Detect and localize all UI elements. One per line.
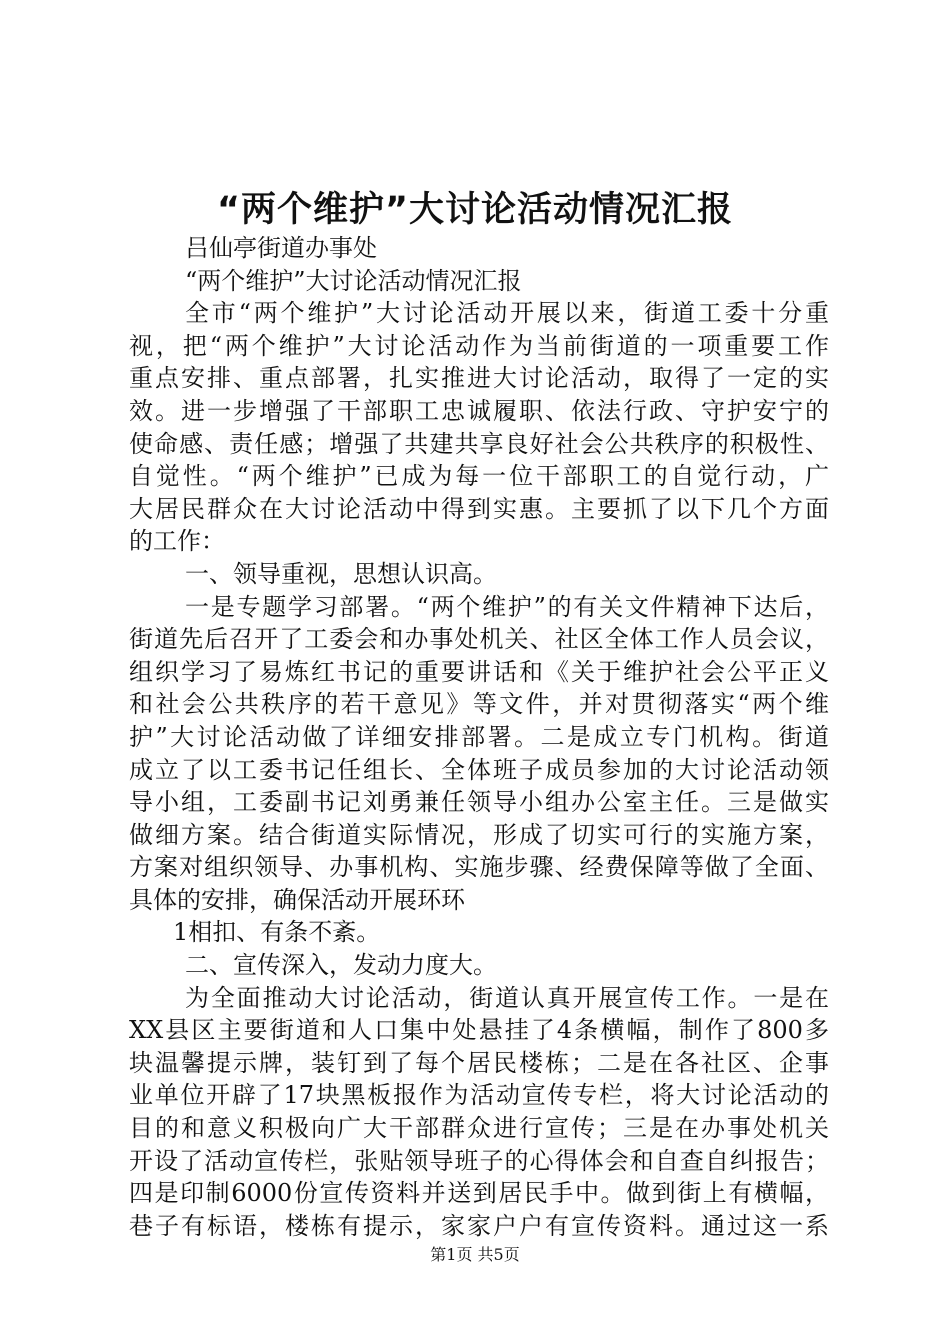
body-line: 一是专题学习部署。“两个维护”的有关文件精神下达后， <box>185 592 829 621</box>
body-line: 组织学习了易炼红书记的重要讲话和《关于维护社会公平正义 <box>129 657 829 686</box>
body-line: 业单位开辟了17块黑板报作为活动宣传专栏，将大讨论活动的 <box>129 1081 829 1110</box>
body-line: 四是印制6000份宣传资料并送到居民手中。做到街上有横幅， <box>129 1179 829 1208</box>
body-line: 二、宣传深入，发动力度大。 <box>185 951 497 980</box>
body-line: 重点安排、重点部署，扎实推进大讨论活动，取得了一定的实 <box>129 364 829 393</box>
body-line: 自觉性。“两个维护”已成为每一位干部职工的自觉行动，广 <box>129 462 829 491</box>
body-line: 块温馨提示牌，装钉到了每个居民楼栋；二是在各社区、企事 <box>129 1048 829 1077</box>
body-line: 巷子有标语，楼栋有提示，家家户户有宣传资料。通过这一系 <box>129 1211 829 1240</box>
body-line: 做细方案。结合街道实际情况，形成了切实可行的实施方案， <box>129 820 829 849</box>
body-line: XX县区主要街道和人口集中处悬挂了4条横幅，制作了800多 <box>129 1016 829 1045</box>
body-line: 方案对组织领导、办事机构、实施步骤、经费保障等做了全面、 <box>129 853 829 882</box>
document-title: “两个维护”大讨论活动情况汇报 <box>216 190 733 230</box>
body-line: 全市“两个维护”大讨论活动开展以来，街道工委十分重 <box>185 299 829 328</box>
page-footer: 第1页 共5页 <box>430 1245 520 1264</box>
body-line: 1相扣、有条不紊。 <box>173 918 381 947</box>
body-line: 的工作： <box>129 527 225 556</box>
body-line: 为全面推动大讨论活动，街道认真开展宣传工作。一是在 <box>185 983 829 1012</box>
body-line: 视，把“两个维护”大讨论活动作为当前街道的一项重要工作 <box>129 331 829 360</box>
body-line: 街道先后召开了工委会和办事处机关、社区全体工作人员会议， <box>129 625 829 654</box>
body-line: 大居民群众在大讨论活动中得到实惠。主要抓了以下几个方面 <box>129 494 829 523</box>
body-line: 开设了活动宣传栏，张贴领导班子的心得体会和自查自纠报告； <box>129 1146 829 1175</box>
body-line: 目的和意义积极向广大干部群众进行宣传；三是在办事处机关 <box>129 1114 829 1143</box>
document-body <box>129 232 829 1242</box>
body-line: 护”大讨论活动做了详细安排部署。二是成立专门机构。街道 <box>129 722 829 751</box>
body-line: 和社会公共秩序的若干意见》等文件，并对贯彻落实“两个维 <box>129 690 829 719</box>
body-line: 具体的安排，确保活动开展环环 <box>129 885 465 914</box>
body-line: 效。进一步增强了干部职工忠诚履职、依法行政、守护安宁的 <box>129 396 829 425</box>
body-line: 一、领导重视，思想认识高。 <box>185 559 497 588</box>
body-line: 成立了以工委书记任组长、全体班子成员参加的大讨论活动领 <box>129 755 829 784</box>
body-line: 使命感、责任感；增强了共建共享良好社会公共秩序的积极性、 <box>129 429 829 458</box>
body-line: 导小组，工委副书记刘勇兼任领导小组办公室主任。三是做实 <box>129 788 829 817</box>
body-line: 吕仙亭街道办事处 <box>185 234 377 262</box>
body-line: “两个维护”大讨论活动情况汇报 <box>185 266 522 295</box>
